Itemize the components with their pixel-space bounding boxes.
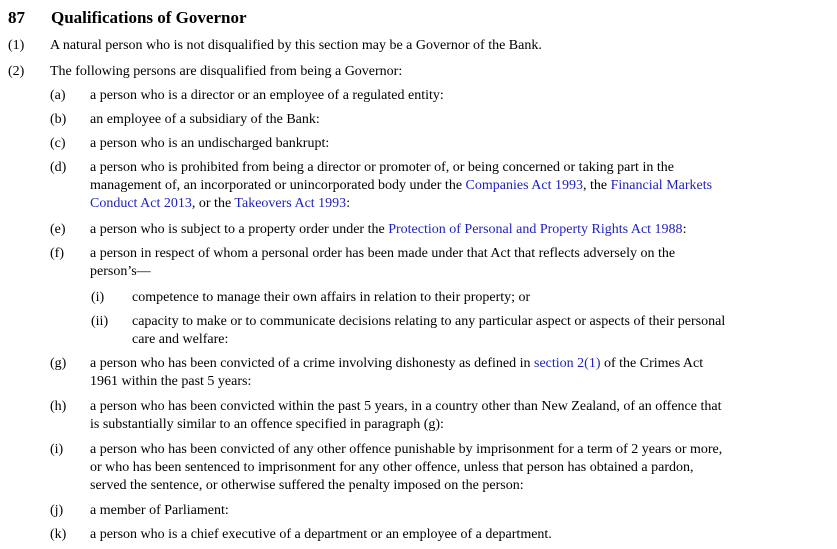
- paragraph-text: an employee of a subsidiary of the Bank:: [90, 112, 320, 127]
- paragraph-text: [90, 159, 712, 213]
- paragraph-line: [90, 195, 712, 213]
- text-run: of the Crimes Act: [600, 356, 704, 371]
- paragraph-line: [90, 355, 703, 373]
- subsection-label: (1): [8, 38, 25, 53]
- takeovers-act-link[interactable]: Takeovers Act 1993: [234, 196, 347, 211]
- paragraph-text: [90, 398, 721, 434]
- paragraph-label: (c): [50, 136, 66, 151]
- pppr-act-link[interactable]: Protection of Personal and Property Rights Act 1988: [388, 222, 683, 237]
- text-run: a person who is subject to a property order under the: [90, 222, 389, 237]
- paragraph-line: a person who has been convicted of any other offence punishable by imprisonment for a term of 2 years or more,: [90, 442, 723, 457]
- paragraph-line: capacity to make or to communicate decisions relating to any particular aspect or aspects of their personal: [132, 314, 726, 329]
- paragraph-line: is substantially similar to an offence specified in paragraph (g):: [90, 417, 444, 432]
- financial-markets-link[interactable]: Financial Markets: [610, 178, 713, 193]
- paragraph-text: [90, 441, 722, 495]
- section-heading: [8, 9, 246, 27]
- paragraph-label: (e): [50, 222, 66, 237]
- paragraph-text: a person who is an undischarged bankrupt:: [90, 136, 330, 151]
- companies-act-link[interactable]: Companies Act 1993: [465, 178, 583, 193]
- paragraph-line: person’s—: [90, 264, 151, 279]
- subparagraph-text: competence to manage their own affairs in relation to their property; or: [132, 290, 531, 305]
- paragraph-label: (b): [50, 112, 67, 127]
- subsection-text: A natural person who is not disqualified by this section may be a Governor of the Bank.: [50, 38, 542, 53]
- subparagraph-label: (i): [91, 290, 105, 305]
- paragraph-label: (k): [50, 527, 67, 542]
- paragraph-line: a person who is prohibited from being a director or promoter of, or being concerned or taking part in the: [90, 160, 674, 175]
- text-run: management of, an incorporated or unincorporated body under the: [90, 178, 466, 193]
- subparagraph-label: (ii): [91, 314, 109, 329]
- section-2-1-link[interactable]: section 2(1): [534, 356, 601, 371]
- section-number: 87: [8, 8, 25, 27]
- paragraph-line: a person in respect of whom a personal order has been made under that Act that reflects adversely on the: [90, 246, 676, 261]
- paragraph-line: care and welfare:: [132, 332, 229, 347]
- subparagraph-text: [132, 313, 725, 349]
- paragraph-line: or who has been sentenced to imprisonment for any other offence, unless that person has obtained a pardon,: [90, 460, 694, 475]
- subsection-label: (2): [8, 64, 25, 79]
- paragraph-label: (i): [50, 442, 64, 457]
- paragraph-text: [90, 355, 703, 391]
- paragraph-label: (g): [50, 356, 67, 371]
- paragraph-label: (h): [50, 399, 67, 414]
- paragraph-label: (a): [50, 88, 66, 103]
- text-run: , the: [582, 178, 611, 193]
- paragraph-line: a person who has been convicted within the past 5 years, in a country other than New Zealand, of an offence that: [90, 399, 722, 414]
- paragraph-text: a member of Parliament:: [90, 503, 229, 518]
- paragraph-label: (d): [50, 160, 67, 175]
- paragraph-text: a person who is a chief executive of a department or an employee of a department.: [90, 527, 552, 542]
- paragraph-label: (f): [50, 246, 64, 261]
- paragraph-text: [90, 221, 686, 239]
- text-run: :: [346, 196, 351, 211]
- section-title: Qualifications of Governor: [51, 8, 247, 27]
- paragraph-line: served the sentence, or otherwise suffered the penalty imposed on the person:: [90, 478, 524, 493]
- paragraph-line: 1961 within the past 5 years:: [90, 374, 252, 389]
- financial-markets-link-cont[interactable]: Conduct Act 2013: [90, 196, 192, 211]
- paragraph-text: a person who is a director or an employee of a regulated entity:: [90, 88, 444, 103]
- text-run: , or the: [191, 196, 235, 211]
- text-run: :: [682, 222, 687, 237]
- subsection-text: The following persons are disqualified from being a Governor:: [50, 64, 403, 79]
- paragraph-label: (j): [50, 503, 64, 518]
- paragraph-text: [90, 245, 675, 281]
- text-run: a person who has been convicted of a crime involving dishonesty as defined in: [90, 356, 534, 371]
- paragraph-line: [90, 177, 712, 195]
